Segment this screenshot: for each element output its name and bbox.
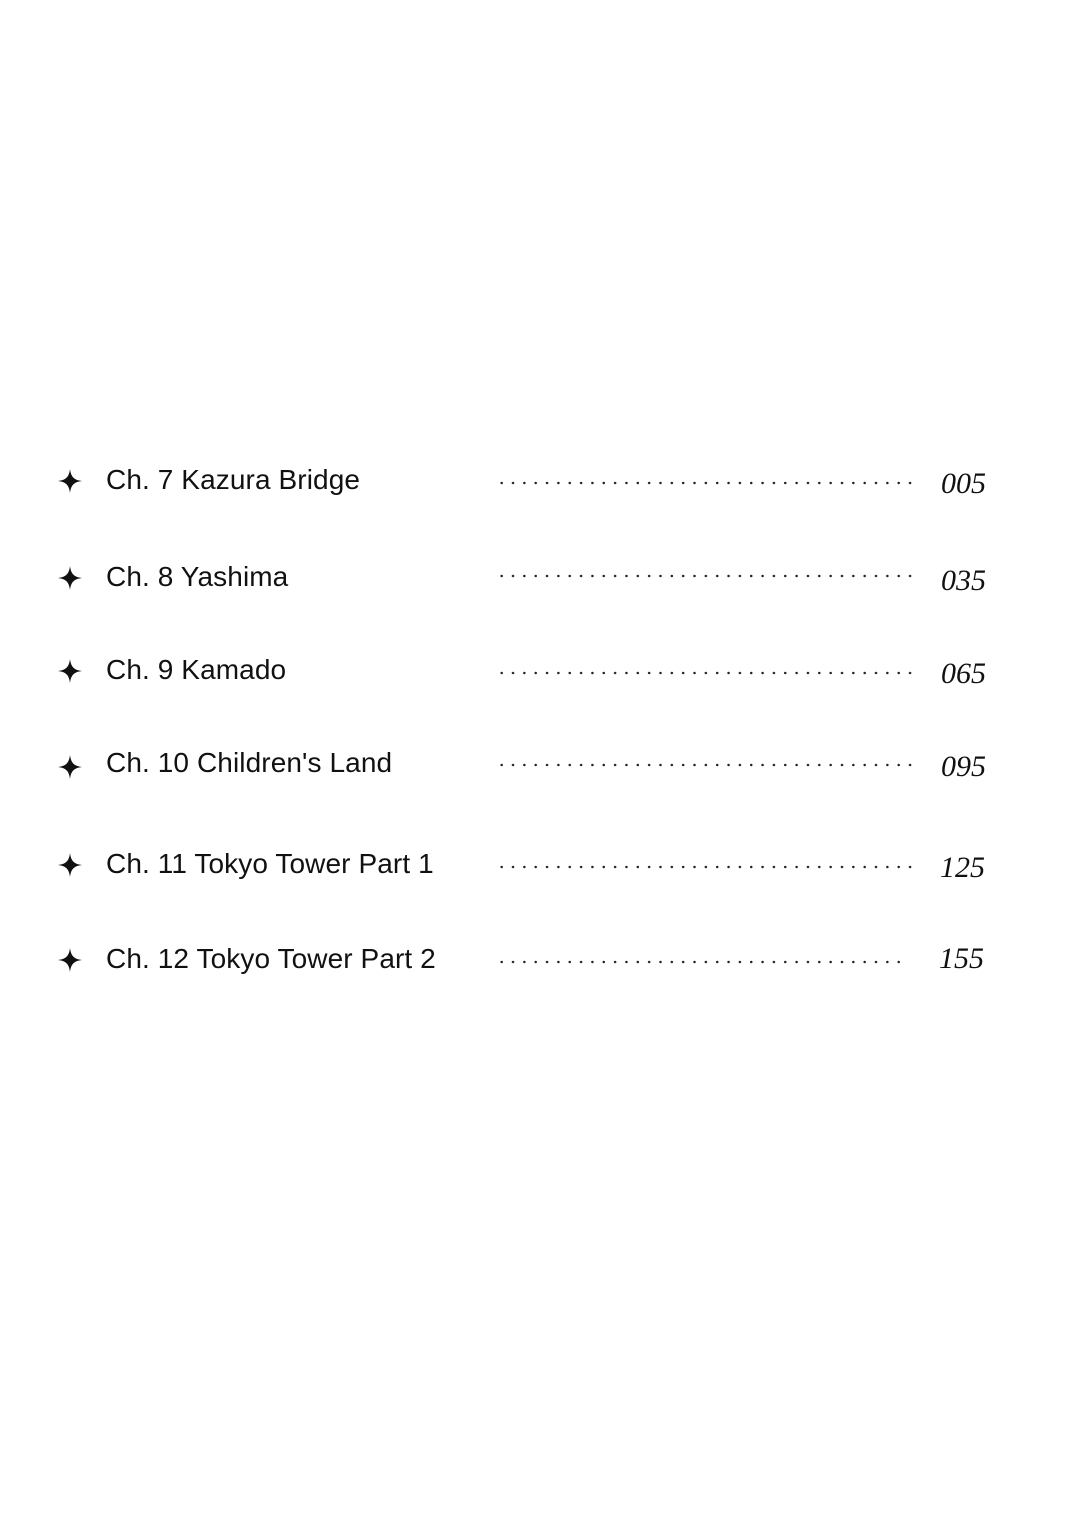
leader-dots (496, 671, 916, 675)
toc-entry-ch10 (0, 743, 1072, 783)
page-number: 035 (941, 564, 986, 597)
leader-dots (496, 763, 916, 767)
page-number: 125 (940, 851, 985, 884)
four-point-star-icon (57, 947, 83, 973)
chapter-title: Ch. 9 Kamado (106, 654, 287, 685)
chapter-title: Ch. 11 Tokyo Tower Part 1 (106, 848, 434, 879)
toc-entry-ch7 (0, 460, 1072, 500)
leader-dots (496, 960, 904, 964)
four-point-star-icon (57, 754, 83, 780)
chapter-title: Ch. 7 Kazura Bridge (106, 464, 361, 495)
four-point-star-icon (57, 565, 83, 591)
four-point-star-icon (57, 468, 83, 494)
page-number: 155 (939, 942, 984, 975)
page-number: 005 (941, 467, 986, 500)
toc-entry-ch8 (0, 557, 1072, 597)
four-point-star-icon (57, 852, 83, 878)
four-point-star-icon (57, 658, 83, 684)
page-number: 065 (941, 657, 986, 690)
leader-dots (496, 481, 916, 485)
leader-dots (496, 865, 916, 869)
leader-dots (496, 574, 916, 578)
chapter-title: Ch. 10 Children's Land (106, 747, 393, 778)
page-number: 095 (941, 750, 986, 783)
toc-entry-ch12 (0, 939, 1072, 979)
toc-entry-ch9 (0, 650, 1072, 690)
toc-entry-ch11 (0, 844, 1072, 884)
chapter-title: Ch. 12 Tokyo Tower Part 2 (106, 943, 436, 974)
chapter-title: Ch. 8 Yashima (106, 561, 289, 592)
